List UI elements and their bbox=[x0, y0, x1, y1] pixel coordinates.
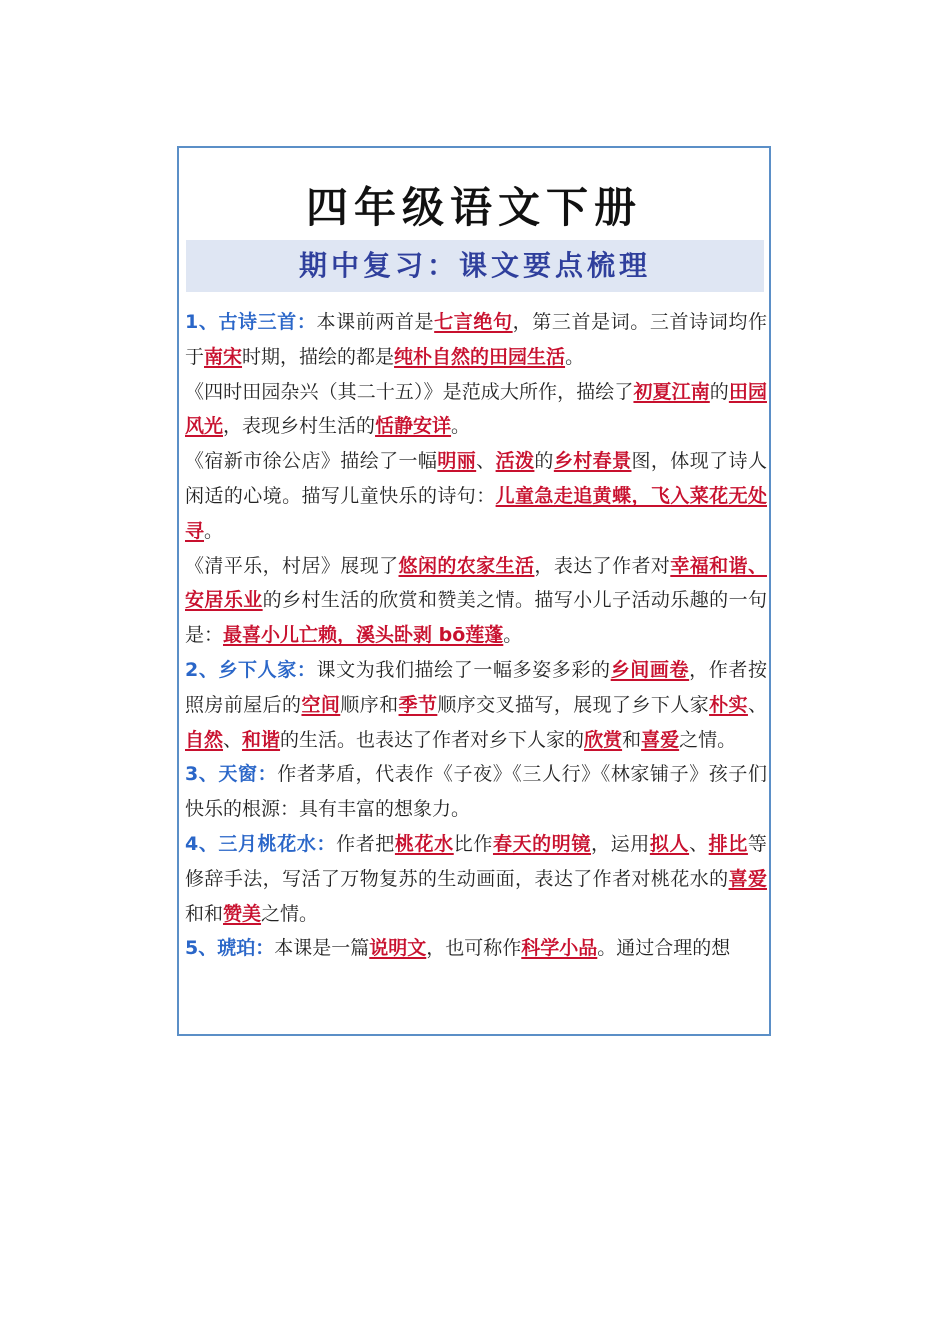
text: 。 bbox=[565, 345, 585, 368]
text: 作者茅盾，代表作《子夜》《三人行》《林家铺子》孩子们快乐的根源：具有丰富的想象力。 bbox=[185, 763, 767, 821]
keyword: 七言绝句 bbox=[434, 311, 513, 333]
keyword: 空间 bbox=[301, 693, 341, 716]
text: 顺序交叉描写，展现了乡下人家 bbox=[437, 693, 710, 716]
keyword: 儿童急走追黄蝶，飞入菜花无处寻 bbox=[185, 484, 767, 542]
keyword: 初夏江南 bbox=[633, 380, 710, 403]
keyword: 朴实 bbox=[709, 693, 748, 716]
text: ，第三首是词。三首诗词均作于 bbox=[185, 311, 767, 368]
text: 。 bbox=[503, 624, 523, 647]
keyword: 乡间画卷 bbox=[610, 658, 690, 681]
text: 和 bbox=[622, 728, 642, 751]
keyword: 春天的明镜 bbox=[492, 832, 592, 855]
text: 。 bbox=[451, 415, 471, 438]
text: 时期，描绘的都是 bbox=[242, 345, 395, 368]
section-heading: 5、琥珀： bbox=[185, 937, 275, 960]
review-card bbox=[177, 146, 771, 1036]
text: ，也可称作 bbox=[426, 937, 522, 960]
keyword: 拟人 bbox=[649, 832, 690, 855]
keyword: 桃花水 bbox=[394, 832, 454, 855]
keyword: 乡村春景 bbox=[553, 450, 632, 473]
text: 之情。 bbox=[679, 728, 737, 751]
text: 图，体现了诗人闲适的心境。描写儿童快乐的诗句： bbox=[185, 450, 767, 507]
text: 《宿新市徐公店》描绘了一幅 bbox=[185, 450, 438, 473]
text: 的 bbox=[709, 380, 729, 403]
text: 本课前两首是 bbox=[316, 311, 435, 333]
text: 本课是一篇 bbox=[274, 937, 370, 960]
keyword: 恬静安详 bbox=[375, 415, 452, 438]
section-heading: 3、天窗： bbox=[185, 763, 278, 786]
keyword: 田园风光 bbox=[185, 380, 767, 438]
content-body bbox=[185, 305, 767, 966]
section-skylight bbox=[185, 757, 767, 827]
text: ，运用 bbox=[591, 832, 650, 855]
section-country-home bbox=[185, 653, 767, 757]
keyword: 科学小品 bbox=[521, 937, 598, 960]
keyword: 活泼 bbox=[495, 450, 535, 473]
poem-note-qingpingle bbox=[185, 549, 767, 653]
keyword: 欣赏 bbox=[584, 728, 623, 751]
text: 顺序和 bbox=[340, 693, 399, 716]
text: 。 bbox=[204, 519, 224, 542]
main-title: 四年级语文下册 bbox=[305, 183, 642, 232]
section-heading: 2、乡下人家： bbox=[185, 658, 317, 681]
keyword: 喜爱 bbox=[641, 728, 680, 751]
subtitle-band bbox=[186, 240, 764, 292]
text: ，表达了作者对 bbox=[534, 554, 671, 577]
keyword: 说明文 bbox=[369, 937, 427, 960]
keyword: 季节 bbox=[398, 693, 438, 716]
text: ，表现乡村生活的 bbox=[223, 415, 376, 438]
keyword: 纯朴自然的田园生活 bbox=[394, 345, 566, 368]
text: 、 bbox=[747, 693, 767, 716]
section-amber bbox=[185, 931, 767, 966]
keyword: 和谐 bbox=[242, 728, 281, 751]
keyword: 最喜小儿亡赖，溪头卧剥 bō莲蓬 bbox=[223, 624, 504, 647]
section-peach-water bbox=[185, 827, 767, 931]
poem-note-suxinshi bbox=[185, 444, 767, 548]
keyword: 南宋 bbox=[204, 345, 243, 368]
text: 。通过合理的想 bbox=[597, 937, 731, 960]
text: 课文为我们描绘了一幅多姿多彩的 bbox=[316, 658, 611, 681]
section-heading: 4、三月桃花水： bbox=[185, 832, 337, 855]
text: ，作者按照房前屋后的 bbox=[185, 658, 767, 716]
text: 之情。 bbox=[261, 902, 319, 925]
text: 的生活。也表达了作者对乡下人家的 bbox=[280, 728, 585, 751]
poem-note-sishi bbox=[185, 375, 767, 445]
text: 的乡村生活的欣赏和赞美之情。描写小儿子活动乐趣的一句是： bbox=[185, 589, 767, 647]
text: 和和 bbox=[185, 902, 224, 925]
text: 《四时田园杂兴（其二十五）》是范成大所作，描绘了 bbox=[185, 380, 634, 403]
section-ancient-poems bbox=[185, 305, 767, 375]
text: 等修辞手法，写活了万物复苏的生动画面，表达了作者对桃花水的 bbox=[185, 832, 767, 890]
text: 比作 bbox=[453, 832, 493, 855]
keyword: 喜爱 bbox=[728, 867, 767, 890]
text: 的 bbox=[534, 450, 554, 473]
subtitle: 期中复习：课文要点梳理 bbox=[298, 249, 651, 282]
text: 、 bbox=[689, 832, 709, 855]
text: 、 bbox=[223, 728, 243, 751]
keyword: 明丽 bbox=[437, 450, 477, 473]
keyword: 赞美 bbox=[223, 902, 262, 925]
keyword: 幸福和谐、安居乐业 bbox=[185, 554, 767, 612]
keyword: 自然 bbox=[185, 728, 224, 751]
section-heading: 1、古诗三首： bbox=[185, 311, 317, 333]
text: 作者把 bbox=[336, 832, 395, 855]
keyword: 排比 bbox=[708, 832, 748, 855]
keyword: 悠闲的农家生活 bbox=[398, 554, 535, 577]
text: 《清平乐，村居》展现了 bbox=[185, 554, 399, 577]
text: 、 bbox=[476, 450, 496, 473]
